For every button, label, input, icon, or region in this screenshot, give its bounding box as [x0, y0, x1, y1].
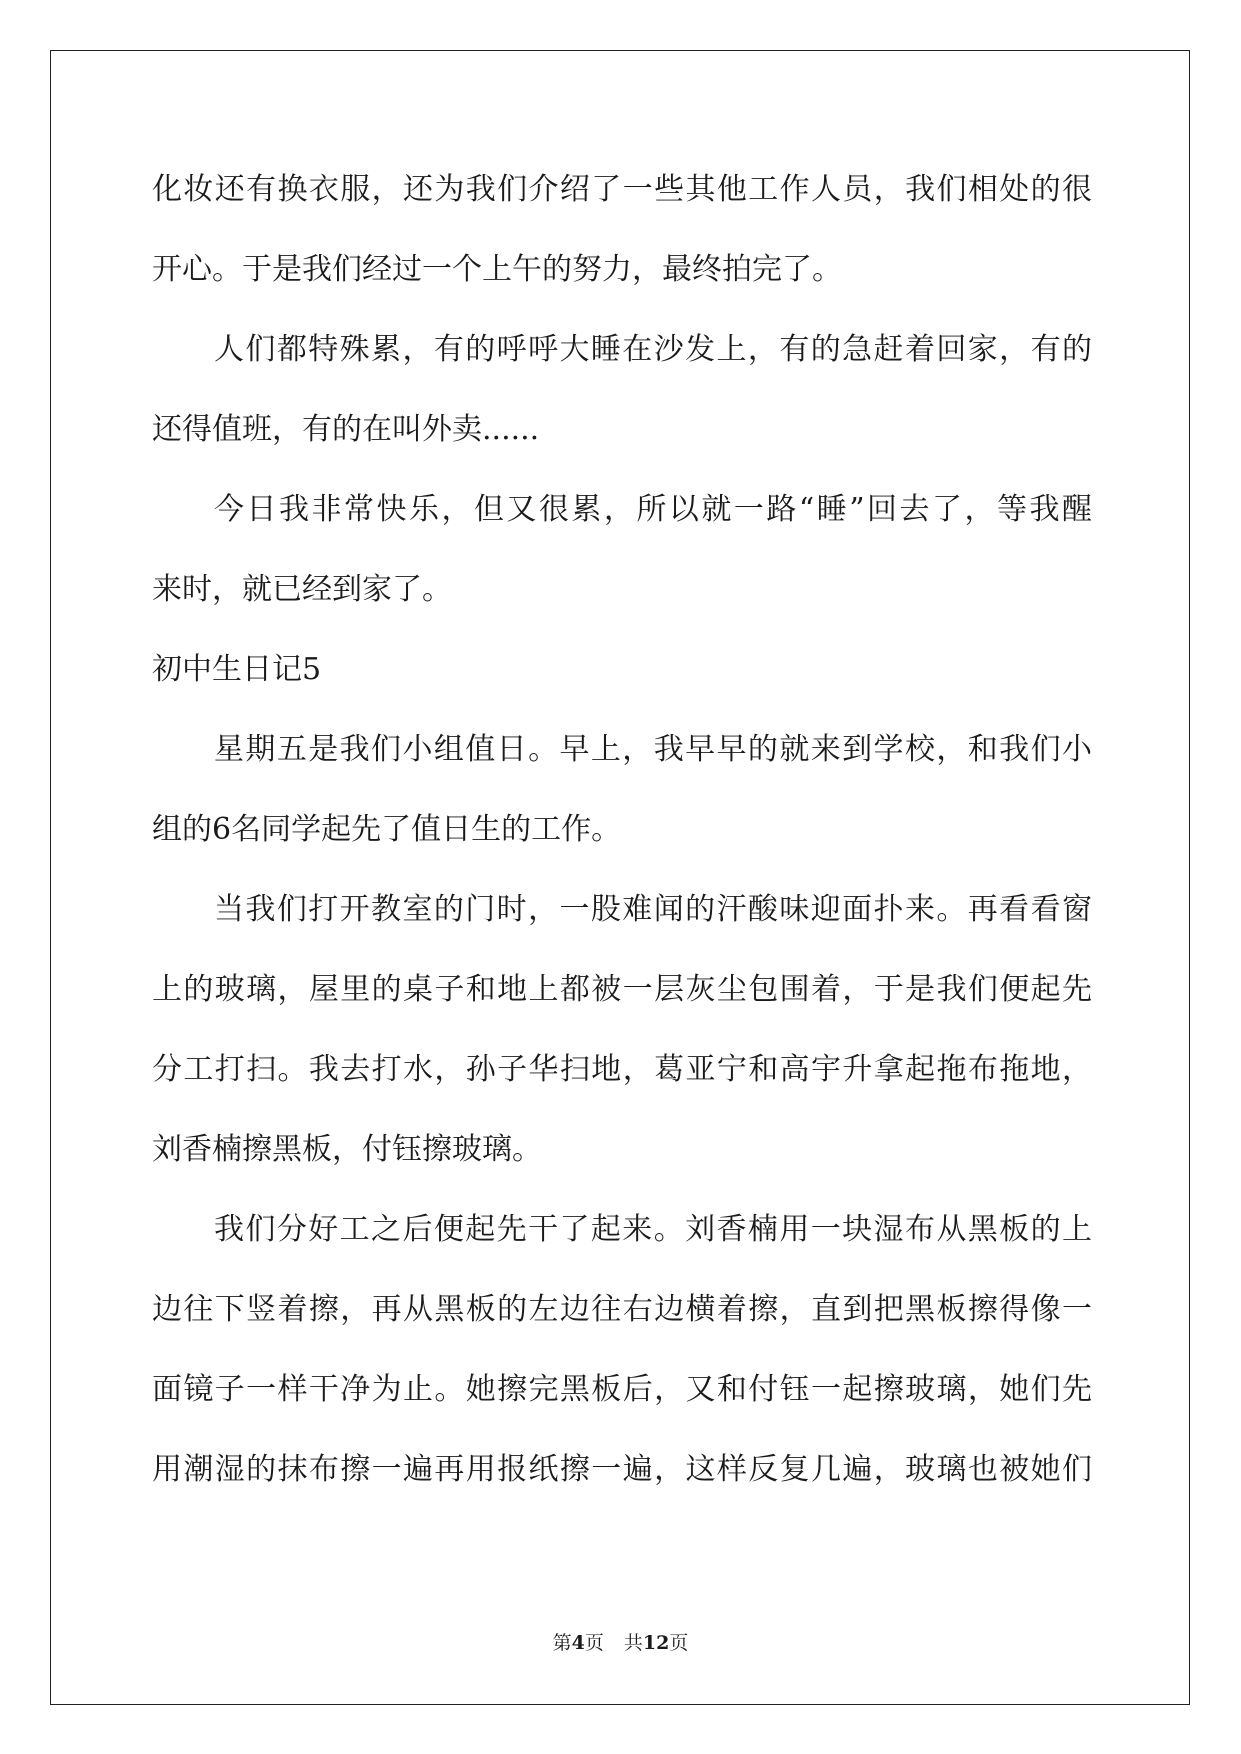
text-line: 面镜子一样干净为止。她擦完黑板后，又和付钰一起擦玻璃，她们先 [152, 1372, 1092, 1407]
page-number: 4 [571, 1632, 585, 1654]
text-line: 用潮湿的抹布擦一遍再用报纸擦一遍，这样反复几遍，玻璃也被她们 [152, 1452, 1092, 1487]
footer-page-suffix: 页 [584, 1632, 604, 1654]
page-footer [0, 1628, 1241, 1655]
document-body [152, 162, 1092, 1522]
text-line: 组的6名同学起先了值日生的工作。 [152, 812, 622, 847]
paragraph-first-line: 人们都特殊累，有的呼呼大睡在沙发上，有的急赶着回家，有的 [214, 332, 1092, 367]
text-line: 刘香楠擦黑板，付钰擦玻璃。 [152, 1132, 542, 1167]
section-heading: 初中生日记5 [152, 652, 322, 687]
text-line: 边往下竖着擦，再从黑板的左边往右边横着擦，直到把黑板擦得像一 [152, 1292, 1092, 1327]
text-line: 上的玻璃，屋里的桌子和地上都被一层灰尘包围着，于是我们便起先 [152, 972, 1092, 1007]
paragraph-first-line: 当我们打开教室的门时，一股难闻的汗酸味迎面扑来。再看看窗 [214, 892, 1092, 927]
footer-total-prefix: 共 [623, 1632, 643, 1654]
text-line: 开心。于是我们经过一个上午的努力，最终拍完了。 [152, 252, 842, 287]
footer-prefix: 第 [552, 1632, 572, 1654]
text-line: 分工打扫。我去打水，孙子华扫地，葛亚宁和高宇升拿起拖布拖地， [152, 1052, 1092, 1087]
total-pages: 12 [642, 1632, 670, 1654]
text-line: 来时，就已经到家了。 [152, 572, 452, 607]
paragraph-first-line: 星期五是我们小组值日。早上，我早早的就来到学校，和我们小 [214, 732, 1092, 767]
footer-total-suffix: 页 [669, 1632, 689, 1654]
text-line: 化妆还有换衣服，还为我们介绍了一些其他工作人员，我们相处的很 [152, 172, 1092, 207]
paragraph-first-line: 我们分好工之后便起先干了起来。刘香楠用一块湿布从黑板的上 [214, 1212, 1092, 1247]
text-line: 还得值班，有的在叫外卖...... [152, 412, 540, 447]
paragraph-first-line: 今日我非常快乐，但又很累，所以就一路“睡”回去了，等我醒 [214, 492, 1092, 527]
